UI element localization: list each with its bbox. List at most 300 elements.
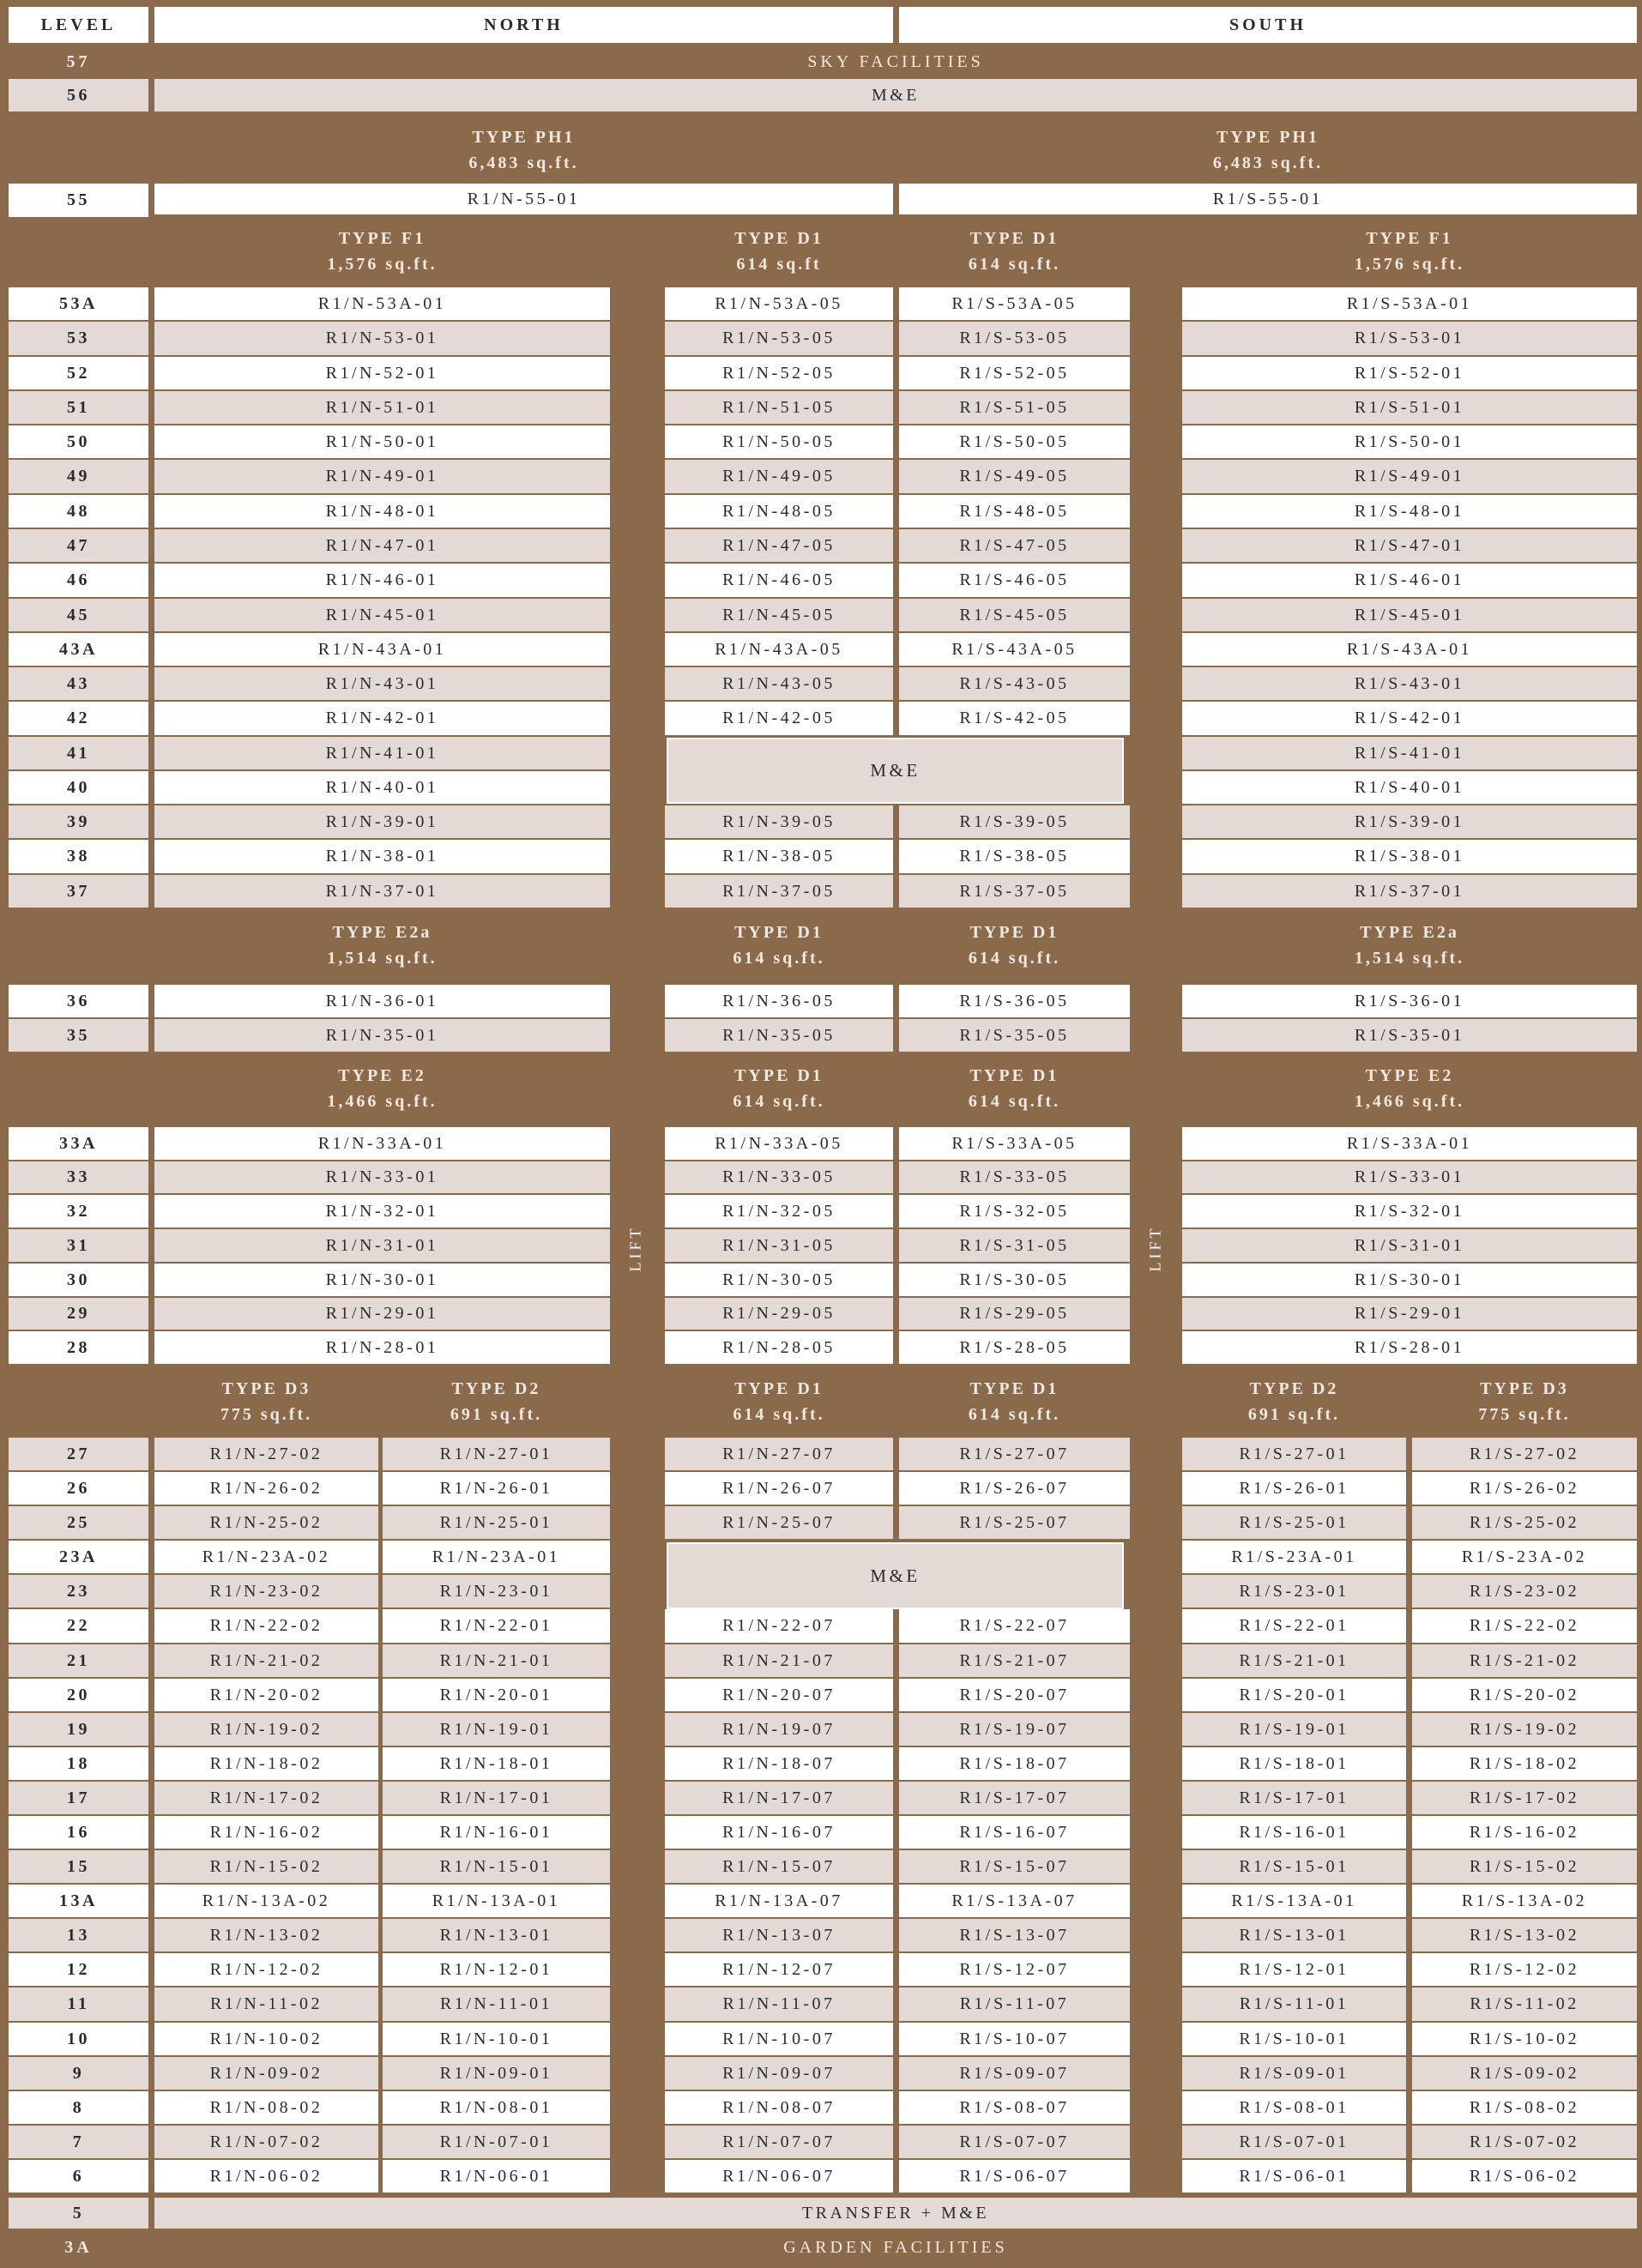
unit-cell: R1/S-07-02: [1412, 2126, 1637, 2158]
unit-type-name: TYPE PH1: [1216, 128, 1320, 147]
unit-cell: R1/N-37-05: [665, 875, 893, 908]
unit-cell: R1/N-32-05: [665, 1195, 893, 1227]
unit-cell: R1/N-29-01: [154, 1298, 610, 1330]
unit-type-area: 614 sq.ft.: [968, 1092, 1061, 1111]
unit-cell: R1/N-13A-02: [154, 1885, 378, 1917]
level-label: 10: [9, 2023, 148, 2055]
unit-cell: R1/S-11-01: [1182, 1988, 1406, 2021]
unit-type-area: 691 sq.ft.: [450, 1405, 543, 1424]
unit-cell: R1/S-19-01: [1182, 1713, 1406, 1746]
level-label: 11: [9, 1988, 148, 2021]
level-label: 57: [66, 51, 91, 71]
unit-cell: R1/N-35-05: [665, 1019, 893, 1052]
unit-cell: R1/S-53-05: [899, 322, 1130, 355]
unit-type-area: 614 sq.ft.: [968, 1405, 1061, 1424]
unit-cell: R1/N-32-01: [154, 1195, 610, 1227]
unit-cell: R1/S-27-07: [899, 1438, 1130, 1470]
unit-cell: R1/S-20-07: [899, 1679, 1130, 1711]
unit-cell: R1/N-13-01: [383, 1919, 610, 1951]
unit-cell: R1/S-20-02: [1412, 1679, 1637, 1711]
unit-type-name: TYPE F1: [1366, 228, 1453, 248]
level-label: 9: [9, 2057, 148, 2090]
level-label: 39: [9, 805, 148, 838]
unit-cell: R1/N-36-05: [665, 985, 893, 1017]
unit-cell: R1/S-15-01: [1182, 1850, 1406, 1883]
unit-cell: R1/S-27-02: [1412, 1438, 1637, 1470]
unit-cell: R1/N-27-02: [154, 1438, 378, 1470]
unit-cell: R1/S-18-01: [1182, 1747, 1406, 1780]
unit-cell: R1/N-30-01: [154, 1264, 610, 1296]
unit-cell: R1/S-13A-01: [1182, 1885, 1406, 1917]
level-label: 41: [9, 737, 148, 769]
unit-cell: R1/S-17-02: [1412, 1782, 1637, 1814]
lift-shaft: [615, 1107, 655, 1390]
unit-cell: R1/N-30-05: [665, 1264, 893, 1296]
unit-cell: R1/S-43-05: [899, 667, 1130, 700]
unit-cell: R1/N-41-01: [154, 737, 610, 769]
unit-cell: R1/S-33A-05: [899, 1127, 1130, 1160]
unit-cell: R1/S-43A-01: [1182, 633, 1637, 666]
level-label: 13: [9, 1919, 148, 1951]
unit-cell: R1/S-29-05: [899, 1298, 1130, 1330]
level-label: 15: [9, 1850, 148, 1883]
unit-cell: R1/S-26-07: [899, 1472, 1130, 1505]
unit-cell: R1/S-50-05: [899, 425, 1130, 458]
unit-cell: R1/N-51-05: [665, 391, 893, 424]
unit-cell: R1/N-51-01: [154, 391, 610, 424]
unit-type-header: [154, 219, 610, 283]
unit-type-name: TYPE E2a: [332, 923, 432, 942]
unit-cell: R1/S-53-01: [1182, 322, 1637, 355]
unit-cell: R1/N-53-01: [154, 322, 610, 355]
unit-cell: R1/N-10-01: [383, 2023, 610, 2055]
unit-type-name: TYPE D1: [734, 1379, 824, 1398]
unit-cell: R1/N-25-07: [665, 1506, 893, 1539]
column-header-north: NORTH: [154, 7, 893, 43]
unit-cell: R1/S-19-07: [899, 1713, 1130, 1746]
unit-cell: R1/N-23-02: [154, 1575, 378, 1608]
unit-cell: R1/N-07-07: [665, 2126, 893, 2158]
unit-cell: R1/N-23A-02: [154, 1541, 378, 1573]
unit-type-name: TYPE D1: [734, 228, 824, 248]
unit-cell: R1/N-15-07: [665, 1850, 893, 1883]
unit-type-header: [665, 1369, 893, 1434]
unit-cell: R1/N-21-07: [665, 1644, 893, 1677]
unit-cell: R1/N-42-05: [665, 702, 893, 735]
unit-type-header: [665, 911, 893, 980]
level-label: 42: [9, 702, 148, 735]
unit-cell: R1/N-19-01: [383, 1713, 610, 1746]
me-banner: M&E: [154, 79, 1637, 112]
unit-cell: R1/N-46-05: [665, 564, 893, 597]
unit-cell: R1/S-07-07: [899, 2126, 1130, 2158]
me-panel: M&E: [667, 1542, 1124, 1609]
unit-cell: R1/N-40-01: [154, 771, 610, 804]
unit-cell: R1/N-23-01: [383, 1575, 610, 1608]
unit-cell: R1/N-17-01: [383, 1782, 610, 1814]
unit-cell: R1/S-16-02: [1412, 1816, 1637, 1849]
unit-cell: R1/S-25-02: [1412, 1506, 1637, 1539]
unit-cell: R1/N-52-01: [154, 357, 610, 389]
level-label: 5: [9, 2198, 148, 2229]
unit-cell: R1/S-07-01: [1182, 2126, 1406, 2158]
unit-cell: R1/S-53A-05: [899, 287, 1130, 320]
unit-cell: R1/S-37-05: [899, 875, 1130, 908]
unit-cell: R1/N-53A-01: [154, 287, 610, 320]
level-label: 35: [9, 1019, 148, 1052]
unit-cell: R1/N-33-05: [665, 1161, 893, 1193]
unit-type-name: TYPE D1: [969, 923, 1059, 942]
level-label: 55: [9, 184, 148, 217]
unit-cell: R1/S-49-01: [1182, 460, 1637, 493]
unit-cell: R1/N-45-01: [154, 599, 610, 631]
unit-cell: R1/S-26-02: [1412, 1472, 1637, 1505]
unit-cell: R1/N-38-01: [154, 840, 610, 873]
unit-cell: R1/N-53A-05: [665, 287, 893, 320]
unit-cell: R1/S-21-07: [899, 1644, 1130, 1677]
unit-cell: R1/S-31-05: [899, 1229, 1130, 1262]
unit-cell: R1/S-36-05: [899, 985, 1130, 1017]
unit-cell: R1/N-13-07: [665, 1919, 893, 1951]
unit-cell: R1/N-10-07: [665, 2023, 893, 2055]
unit-cell: R1/S-09-07: [899, 2057, 1130, 2090]
level-label: 53A: [9, 287, 148, 320]
unit-cell: R1/N-43A-01: [154, 633, 610, 666]
unit-type-area: 775 sq.ft.: [1478, 1405, 1571, 1424]
unit-cell: R1/S-23-02: [1412, 1575, 1637, 1608]
unit-cell: R1/N-07-01: [383, 2126, 610, 2158]
unit-cell: R1/N-43-05: [665, 667, 893, 700]
level-label: 25: [9, 1506, 148, 1539]
unit-cell: R1/S-28-05: [899, 1331, 1130, 1364]
sky-facilities-banner: SKY FACILITIES: [807, 51, 984, 71]
unit-cell: R1/N-23A-01: [383, 1541, 610, 1573]
level-label: 38: [9, 840, 148, 873]
level-label: 52: [9, 357, 148, 389]
column-header-south: SOUTH: [899, 7, 1637, 43]
unit-cell: R1/N-38-05: [665, 840, 893, 873]
unit-cell: R1/S-39-05: [899, 805, 1130, 838]
unit-cell: R1/S-22-02: [1412, 1609, 1637, 1643]
level-label: 45: [9, 599, 148, 631]
unit-cell: R1/N-28-01: [154, 1331, 610, 1364]
unit-cell: R1/N-10-02: [154, 2023, 378, 2055]
level-label: 56: [9, 79, 148, 112]
unit-type-header: [383, 1369, 610, 1434]
level-label: 51: [9, 391, 148, 424]
unit-cell: R1/N-31-05: [665, 1229, 893, 1262]
unit-cell: R1/N-08-01: [383, 2091, 610, 2124]
unit-cell: R1/S-10-02: [1412, 2023, 1637, 2055]
unit-type-header: [899, 911, 1130, 980]
level-label: 21: [9, 1644, 148, 1677]
unit-cell: R1/S-12-02: [1412, 1953, 1637, 1986]
unit-cell: R1/S-35-01: [1182, 1019, 1637, 1052]
unit-type-header: [154, 911, 610, 980]
level-label: 46: [9, 564, 148, 597]
unit-type-name: TYPE E2a: [1360, 923, 1459, 942]
level-label: 43A: [9, 633, 148, 666]
unit-cell: R1/S-25-07: [899, 1506, 1130, 1539]
unit-cell: R1/N-20-01: [383, 1679, 610, 1711]
unit-cell: R1/S-50-01: [1182, 425, 1637, 458]
unit-cell: R1/N-09-01: [383, 2057, 610, 2090]
level-label: 47: [9, 529, 148, 562]
unit-cell: R1/S-49-05: [899, 460, 1130, 493]
level-label: 31: [9, 1229, 148, 1262]
unit-cell: R1/S-11-02: [1412, 1988, 1637, 2021]
unit-cell: R1/S-13-01: [1182, 1919, 1406, 1951]
unit-cell: R1/S-43-01: [1182, 667, 1637, 700]
unit-cell: R1/S-40-01: [1182, 771, 1637, 804]
level-label: 23A: [9, 1541, 148, 1573]
unit-cell: R1/S-47-05: [899, 529, 1130, 562]
unit-type-name: TYPE E2: [1365, 1066, 1454, 1085]
unit-cell: R1/N-33A-05: [665, 1127, 893, 1160]
unit-cell: R1/S-06-02: [1412, 2160, 1637, 2193]
unit-type-header: [1182, 1369, 1406, 1434]
unit-cell: R1/N-15-01: [383, 1850, 610, 1883]
unit-cell: R1/N-27-07: [665, 1438, 893, 1470]
level-label: 53: [9, 322, 148, 355]
unit-cell: R1/S-18-07: [899, 1747, 1130, 1780]
unit-cell: R1/N-12-02: [154, 1953, 378, 1986]
unit-cell: R1/S-53A-01: [1182, 287, 1637, 320]
unit-cell: R1/N-16-02: [154, 1816, 378, 1849]
unit-cell: R1/N-19-02: [154, 1713, 378, 1746]
unit-type-area: 614 sq.ft.: [968, 254, 1061, 274]
unit-cell: R1/S-11-07: [899, 1988, 1130, 2021]
unit-cell: R1/N-39-01: [154, 805, 610, 838]
lift-label: LIFT: [1146, 1225, 1164, 1271]
unit-cell: R1/S-06-01: [1182, 2160, 1406, 2193]
unit-cell: R1/N-09-02: [154, 2057, 378, 2090]
unit-cell: R1/S-46-01: [1182, 564, 1637, 597]
unit-cell: R1/S-12-01: [1182, 1953, 1406, 1986]
unit-type-header: [665, 219, 893, 283]
unit-type-header: [1182, 1055, 1637, 1122]
level-label: 12: [9, 1953, 148, 1986]
unit-cell: R1/S-48-01: [1182, 495, 1637, 528]
unit-cell: R1/N-49-05: [665, 460, 893, 493]
level-label: 27: [9, 1438, 148, 1470]
unit-type-area: 614 sq.ft: [736, 254, 822, 274]
unit-cell: R1/N-36-01: [154, 985, 610, 1017]
unit-cell: R1/N-18-01: [383, 1747, 610, 1780]
unit-cell: R1/S-21-02: [1412, 1644, 1637, 1677]
unit-cell: R1/S-42-01: [1182, 702, 1637, 735]
level-label: 13A: [9, 1885, 148, 1917]
unit-cell: R1/N-46-01: [154, 564, 610, 597]
unit-cell: R1/S-23A-02: [1412, 1541, 1637, 1573]
unit-cell: R1/S-21-01: [1182, 1644, 1406, 1677]
unit-cell: R1/N-11-02: [154, 1988, 378, 2021]
unit-cell: R1/N-28-05: [665, 1331, 893, 1364]
unit-cell: R1/N-25-01: [383, 1506, 610, 1539]
unit-cell: R1/S-33A-01: [1182, 1127, 1637, 1160]
unit-cell: R1/S-51-01: [1182, 391, 1637, 424]
unit-cell: R1/S-13-02: [1412, 1919, 1637, 1951]
unit-type-area: 614 sq.ft.: [733, 1092, 825, 1111]
unit-type-area: 1,466 sq.ft.: [327, 1092, 438, 1111]
unit-type-name: TYPE D2: [451, 1379, 541, 1398]
unit-cell: R1/S-38-01: [1182, 840, 1637, 873]
unit-cell: R1/N-29-05: [665, 1298, 893, 1330]
unit-cell: R1/S-29-01: [1182, 1298, 1637, 1330]
level-label: 37: [9, 875, 148, 908]
unit-cell: R1/N-13A-07: [665, 1885, 893, 1917]
unit-cell: R1/N-42-01: [154, 702, 610, 735]
unit-cell: R1/S-36-01: [1182, 985, 1637, 1017]
unit-cell: R1/S-51-05: [899, 391, 1130, 424]
unit-type-header: [154, 1055, 610, 1122]
unit-cell: R1/S-12-07: [899, 1953, 1130, 1986]
unit-cell: R1/N-33A-01: [154, 1127, 610, 1160]
unit-type-name: TYPE D1: [969, 1379, 1059, 1398]
unit-cell: R1/S-23A-01: [1182, 1541, 1406, 1573]
unit-type-name: TYPE F1: [338, 228, 426, 248]
unit-cell: R1/S-13A-02: [1412, 1885, 1637, 1917]
unit-cell: R1/N-06-02: [154, 2160, 378, 2193]
unit-cell: R1/N-33-01: [154, 1161, 610, 1193]
level-label: 23: [9, 1575, 148, 1608]
unit-cell: R1/S-28-01: [1182, 1331, 1637, 1364]
unit-cell: R1/S-22-07: [899, 1609, 1130, 1643]
unit-cell: R1/S-08-07: [899, 2091, 1130, 2124]
unit-cell: R1/N-08-07: [665, 2091, 893, 2124]
unit-cell: R1/N-17-02: [154, 1782, 378, 1814]
unit-cell: R1/S-09-02: [1412, 2057, 1637, 2090]
unit-cell: R1/S-22-01: [1182, 1609, 1406, 1643]
level-label: 6: [9, 2160, 148, 2193]
unit-type-header: [899, 1369, 1130, 1434]
unit-cell: R1/N-31-01: [154, 1229, 610, 1262]
unit-cell: R1/N-49-01: [154, 460, 610, 493]
level-label: 50: [9, 425, 148, 458]
level-label: 49: [9, 460, 148, 493]
level-label: 3A: [64, 2238, 93, 2257]
unit-cell: R1/S-55-01: [899, 184, 1637, 214]
unit-cell: R1/S-26-01: [1182, 1472, 1406, 1505]
unit-cell: R1/N-06-01: [383, 2160, 610, 2193]
unit-cell: R1/N-07-02: [154, 2126, 378, 2158]
level-label: 8: [9, 2091, 148, 2124]
unit-type-header: [1182, 911, 1637, 980]
unit-cell: R1/N-26-02: [154, 1472, 378, 1505]
unit-cell: R1/S-09-01: [1182, 2057, 1406, 2090]
unit-cell: R1/S-43A-05: [899, 633, 1130, 666]
unit-cell: R1/S-45-01: [1182, 599, 1637, 631]
unit-cell: R1/S-17-07: [899, 1782, 1130, 1814]
unit-cell: R1/S-27-01: [1182, 1438, 1406, 1470]
unit-type-area: 1,514 sq.ft.: [327, 949, 438, 968]
level-label: 7: [9, 2126, 148, 2158]
unit-type-name: TYPE D1: [969, 228, 1059, 248]
unit-type-header: [665, 1055, 893, 1122]
level-label: 48: [9, 495, 148, 528]
unit-cell: R1/N-55-01: [154, 184, 893, 214]
unit-type-area: 614 sq.ft.: [733, 1405, 825, 1424]
unit-cell: R1/N-48-05: [665, 495, 893, 528]
unit-cell: R1/S-38-05: [899, 840, 1130, 873]
unit-cell: R1/N-52-05: [665, 357, 893, 389]
unit-type-header: [1412, 1369, 1637, 1434]
unit-cell: R1/N-22-07: [665, 1609, 893, 1643]
unit-type-area: 775 sq.ft.: [220, 1405, 313, 1424]
unit-cell: R1/N-12-07: [665, 1953, 893, 1986]
unit-cell: R1/N-43A-05: [665, 633, 893, 666]
unit-cell: R1/S-30-05: [899, 1264, 1130, 1296]
unit-cell: R1/S-46-05: [899, 564, 1130, 597]
level-label: 33: [9, 1161, 148, 1193]
unit-type-header: [154, 1369, 378, 1434]
unit-cell: R1/N-11-01: [383, 1988, 610, 2021]
unit-cell: R1/S-17-01: [1182, 1782, 1406, 1814]
unit-cell: R1/S-18-02: [1412, 1747, 1637, 1780]
lift-label: LIFT: [626, 1225, 643, 1271]
unit-cell: R1/N-26-01: [383, 1472, 610, 1505]
level-label: 29: [9, 1298, 148, 1330]
unit-cell: R1/S-45-05: [899, 599, 1130, 631]
level-label: 18: [9, 1747, 148, 1780]
unit-cell: R1/S-48-05: [899, 495, 1130, 528]
unit-cell: R1/N-19-07: [665, 1713, 893, 1746]
unit-cell: R1/N-18-07: [665, 1747, 893, 1780]
unit-type-name: TYPE D3: [221, 1379, 311, 1398]
unit-type-header: [899, 1055, 1130, 1122]
unit-cell: R1/N-45-05: [665, 599, 893, 631]
level-label: 28: [9, 1331, 148, 1364]
unit-cell: R1/S-25-01: [1182, 1506, 1406, 1539]
unit-cell: R1/S-47-01: [1182, 529, 1637, 562]
unit-cell: R1/S-52-05: [899, 357, 1130, 389]
unit-cell: R1/S-08-01: [1182, 2091, 1406, 2124]
unit-type-name: TYPE D3: [1480, 1379, 1569, 1398]
unit-cell: R1/N-22-01: [383, 1609, 610, 1643]
unit-cell: R1/S-15-07: [899, 1850, 1130, 1883]
level-label: 32: [9, 1195, 148, 1227]
unit-cell: R1/S-35-05: [899, 1019, 1130, 1052]
unit-type-name: TYPE PH1: [472, 128, 576, 147]
unit-type-header: [154, 120, 893, 180]
garden-facilities-banner: GARDEN FACILITIES: [783, 2238, 1008, 2257]
level-label: 19: [9, 1713, 148, 1746]
unit-cell: R1/N-21-01: [383, 1644, 610, 1677]
level-label: 33A: [9, 1127, 148, 1160]
unit-cell: R1/N-09-07: [665, 2057, 893, 2090]
unit-cell: R1/N-27-01: [383, 1438, 610, 1470]
unit-cell: R1/N-53-05: [665, 322, 893, 355]
unit-cell: R1/N-12-01: [383, 1953, 610, 1986]
unit-cell: R1/S-10-01: [1182, 2023, 1406, 2055]
unit-cell: R1/N-25-02: [154, 1506, 378, 1539]
unit-cell: R1/N-20-07: [665, 1679, 893, 1711]
level-label: 26: [9, 1472, 148, 1505]
unit-cell: R1/S-32-05: [899, 1195, 1130, 1227]
unit-type-area: 1,514 sq.ft.: [1354, 949, 1465, 968]
unit-cell: R1/S-52-01: [1182, 357, 1637, 389]
unit-cell: R1/S-10-07: [899, 2023, 1130, 2055]
unit-cell: R1/N-22-02: [154, 1609, 378, 1643]
unit-type-area: 1,576 sq.ft.: [1354, 254, 1465, 274]
unit-cell: R1/N-13A-01: [383, 1885, 610, 1917]
unit-cell: R1/S-06-07: [899, 2160, 1130, 2193]
unit-cell: R1/S-32-01: [1182, 1195, 1637, 1227]
unit-cell: R1/S-33-05: [899, 1161, 1130, 1193]
unit-cell: R1/S-37-01: [1182, 875, 1637, 908]
unit-cell: R1/S-30-01: [1182, 1264, 1637, 1296]
unit-type-area: 6,483 sq.ft.: [1212, 154, 1324, 172]
